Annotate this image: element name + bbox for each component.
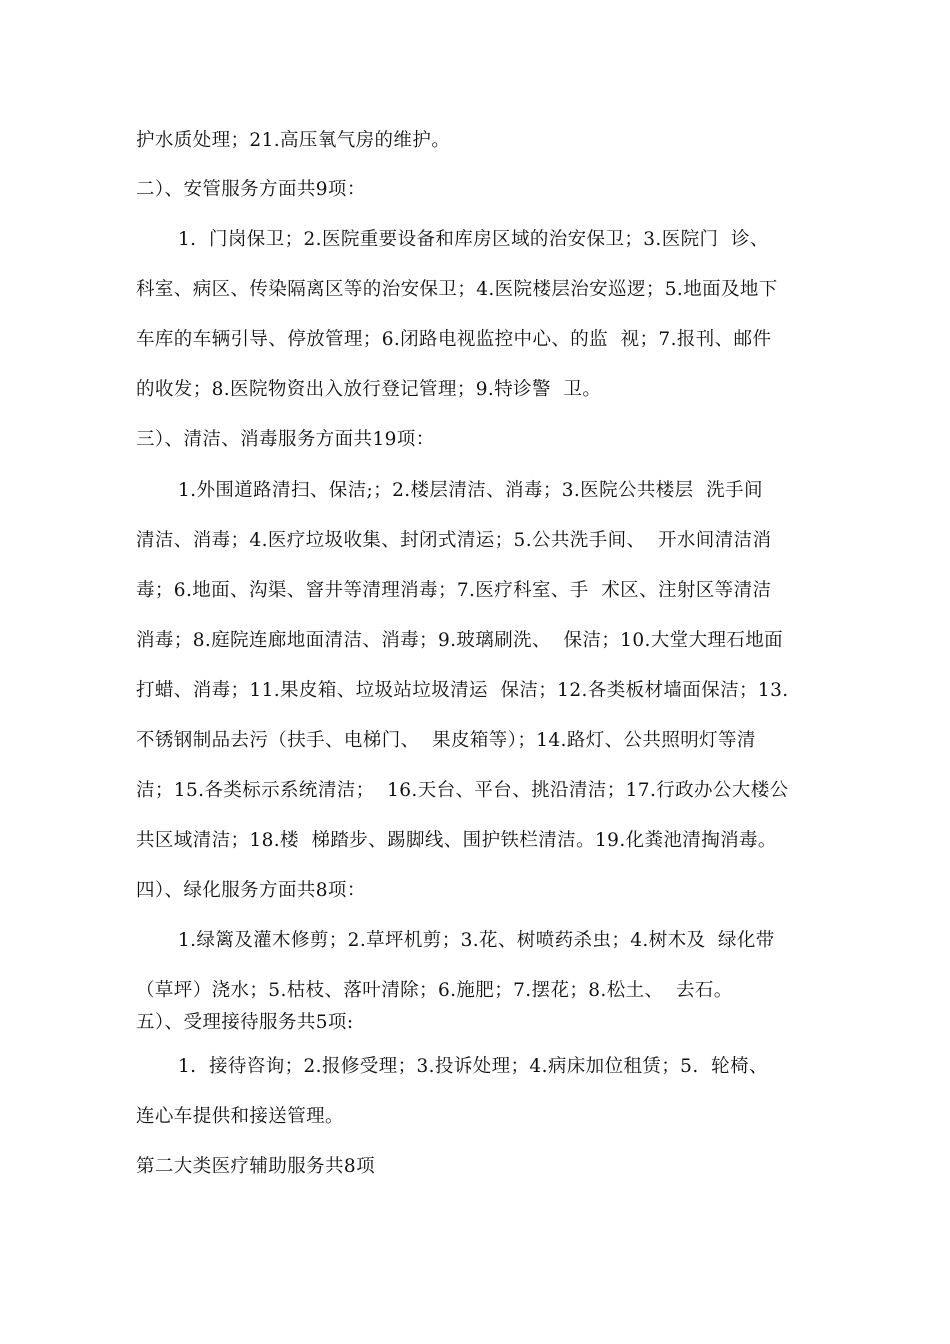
paragraph-line: 1. 门岗保卫；2.医院重要设备和库房区域的治安保卫；3.医院门 诊、 xyxy=(178,229,769,250)
section-heading: 四）、绿化服务方面共8项： xyxy=(136,880,366,901)
paragraph-line: 1.绿篱及灌木修剪；2.草坪机剪；3.花、树喷药杀虫；4.树木及 绿化带 xyxy=(178,930,775,951)
paragraph-line: 共区域清洁；18.楼 梯踏步、踢脚线、围护铁栏清洁。19.化粪池清掏消毒。 xyxy=(136,830,777,851)
paragraph-line: 1.外围道路清扫、保洁;；2.楼层清洁、消毒；3.医院公共楼层 洗手间 xyxy=(178,480,763,501)
paragraph-line: 清洁、消毒；4.医疗垃圾收集、封闭式清运；5.公共洗手间、 开水间清洁消 xyxy=(136,530,772,551)
paragraph-line: 的收发；8.医院物资出入放行登记管理；9.特诊警 卫。 xyxy=(136,379,602,400)
paragraph-line: 不锈钢制品去污（扶手、电梯门、 果皮箱等）；14.路灯、公共照明灯等清 xyxy=(136,730,756,751)
paragraph-line: 消毒；8.庭院连廊地面清洁、消毒；9.玻璃刷洗、 保洁；10.大堂大理石地面 xyxy=(136,630,784,651)
paragraph-line: 连心车提供和接送管理。 xyxy=(136,1106,344,1127)
paragraph-line: 车库的车辆引导、停放管理；6.闭路电视监控中心、的监 视；7.报刊、邮件 xyxy=(136,329,772,350)
section-heading: 二）、安管服务方面共9项： xyxy=(136,179,366,200)
section-heading: 三）、清洁、消毒服务方面共19项： xyxy=(136,429,435,450)
paragraph-line: 1. 接待咨询；2.报修受理；3.投诉处理；4.病床加位租赁；5. 轮椅、 xyxy=(178,1056,768,1077)
section-heading: 五）、受理接待服务共5项: xyxy=(136,1012,354,1033)
paragraph-line: 打蜡、消毒；11.果皮箱、垃圾站垃圾清运 保洁；12.各类板材墙面保洁；13. xyxy=(136,680,789,701)
paragraph-line: 毒；6.地面、沟渠、窨井等清理消毒；7.医疗科室、手 术区、注射区等清洁 xyxy=(136,580,772,601)
category-heading: 第二大类医疗辅助服务共8项 xyxy=(136,1156,375,1177)
paragraph-line: 护水质处理；21.高压氧气房的维护。 xyxy=(136,130,451,151)
paragraph-line: 洁；15.各类标示系统清洁； 16.天台、平台、挑沿清洁；17.行政办公大楼公 xyxy=(136,780,789,801)
paragraph-line: （草坪）浇水；5.枯枝、落叶清除；6.施肥；7.摆花；8.松土、 去石。 xyxy=(136,980,733,1001)
paragraph-line: 科室、病区、传染隔离区等的治安保卫；4.医院楼层治安巡逻；5.地面及地下 xyxy=(136,279,778,300)
